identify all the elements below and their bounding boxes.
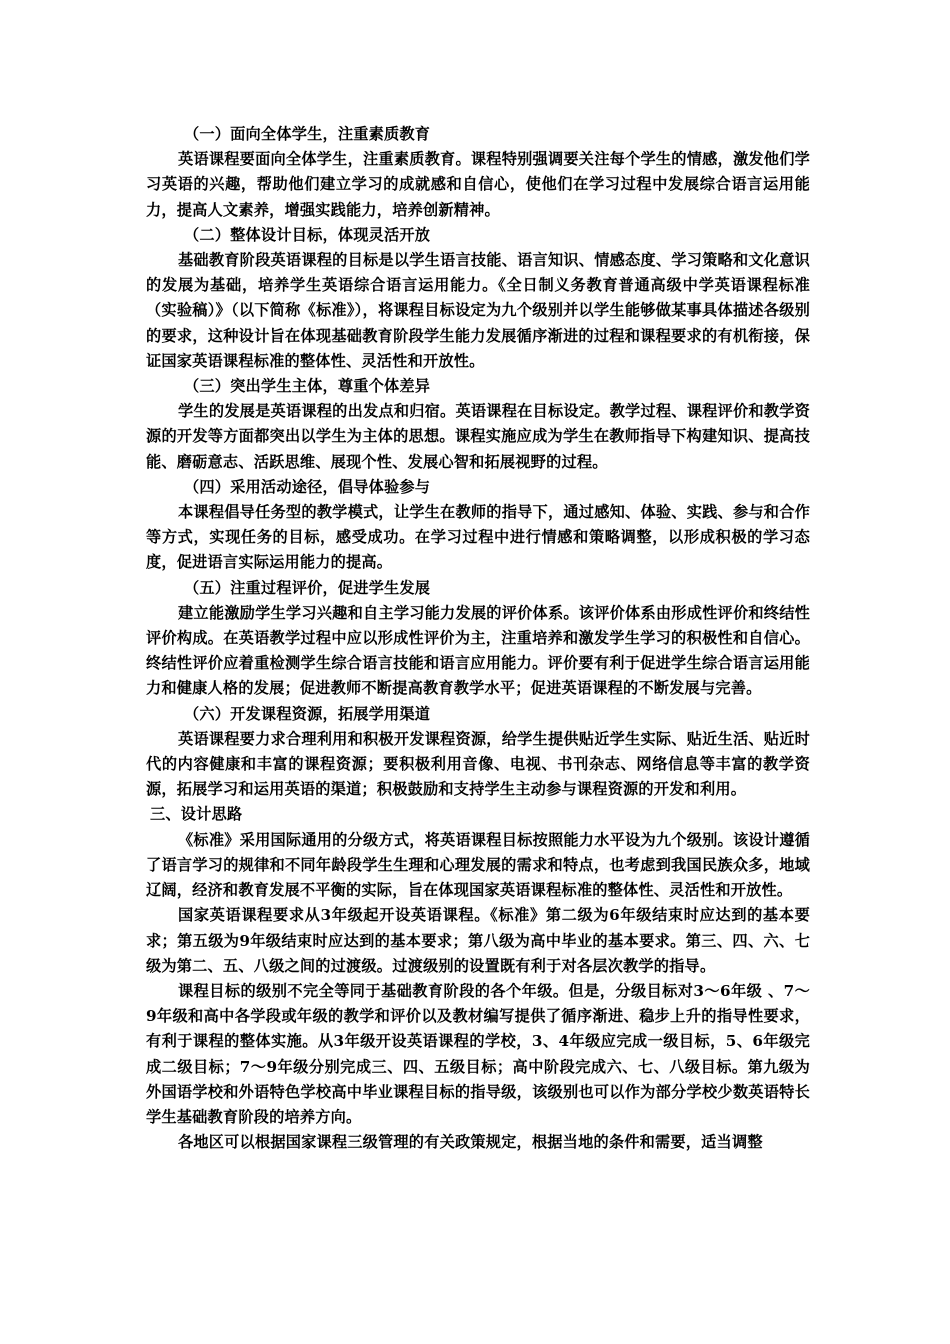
design-paragraph-3: 课程目标的级别不完全等同于基础教育阶段的各个年级。但是，分级目标对3～6年级 、7～9年级和高中各学段或年级的教学和评价以及教材编写提供了循序渐进、稳步上升的指导性要求，有利于课程的整体实施。从3年级开设英语课程的学校，3、4年级应完成一级目标，5、6年级完成二级目标；7～9年级分别完成三、四、五级目标；高中阶段完成六、七、八级目标。第九级为外国语学校和外语特色学校高中毕业课程目标的指导级，该级别也可以作为部分学校少数英语特长学生基础教育阶段的培养方向。 xyxy=(146,981,810,1126)
section-4-paragraph: 本课程倡导任务型的教学模式，让学生在教师的指导下，通过感知、体验、实践、参与和合作等方式，实现任务的目标，感受成功。在学习过程中进行情感和策略调整，以形成积极的学习态度，促进语言实际运用能力的提高。 xyxy=(146,503,810,572)
section-3-paragraph: 学生的发展是英语课程的出发点和归宿。英语课程在目标设定。教学过程、课程评价和教学资源的开发等方面都突出以学生为主体的思想。课程实施应成为学生在教师指导下构建知识、提高技能、磨砺意志、活跃思维、展现个性、发展心智和拓展视野的过程。 xyxy=(146,402,810,471)
section-2-paragraph: 基础教育阶段英语课程的目标是以学生语言技能、语言知识、情感态度、学习策略和文化意识的发展为基础，培养学生英语综合语言运用能力。《全日制义务教育普通高级中学英语课程标准（实验稿）》（以下简称《标准》），将课程目标设定为九个级别并以学生能够做某事具体描述各级别的要求，这种设计旨在体现基础教育阶段学生能力发展循序渐进的过程和课程要求的有机衔接，保证国家英语课程标准的整体性、灵活性和开放性。 xyxy=(146,251,810,370)
section-heading-1: （一）面向全体学生，注重素质教育 xyxy=(184,125,431,143)
section-1-paragraph: 英语课程要面向全体学生，注重素质教育。课程特别强调要关注每个学生的情感，激发他们学习英语的兴趣，帮助他们建立学习的成就感和自信心，使他们在学习过程中发展综合语言运用能力，提高人文素养，增强实践能力，培养创新精神。 xyxy=(146,150,810,219)
section-heading-6: （六）开发课程资源，拓展学用渠道 xyxy=(184,704,431,723)
design-heading: 三、设计思路 xyxy=(150,805,243,824)
design-paragraph-1: 《标准》采用国际通用的分级方式，将英语课程目标按照能力水平设为九个级别。该设计遵循了语言学习的规律和不同年龄段学生生理和心理发展的需求和特点，也考虑到我国民族众多，地域辽阔，经济和教育发展不平衡的实际，旨在体现国家英语课程标准的整体性、灵活性和开放性。 xyxy=(146,830,810,900)
section-heading-2: （二）整体设计目标，体现灵活开放 xyxy=(184,225,431,244)
section-6-paragraph: 英语课程要力求合理利用和积极开发课程资源，给学生提供贴近学生实际、贴近生活、贴近时代的内容健康和丰富的课程资源；要积极利用音像、电视、书刊杂志、网络信息等丰富的教学资源，拓展学习和运用英语的渠道；积极鼓励和支持学生主动参与课程资源的开发和利用。 xyxy=(146,729,810,799)
document-body xyxy=(146,122,810,1155)
design-paragraph-2: 国家英语课程要求从3年级起开设英语课程。《标准》第二级为6年级结束时应达到的基本要求；第五级为9年级结束时应达到的基本要求；第八级为高中毕业的基本要求。第三、四、六、七级为第二、五、八级之间的过渡级。过渡级别的设置既有利于对各层次教学的指导。 xyxy=(146,906,810,975)
section-heading-3: （三）突出学生主体，尊重个体差异 xyxy=(184,377,431,396)
section-heading-4: （四）采用活动途径，倡导体验参与 xyxy=(184,477,431,496)
section-5-paragraph: 建立能激励学生学习兴趣和自主学习能力发展的评价体系。该评价体系由形成性评价和终结性评价构成。在英语教学过程中应以形成性评价为主，注重培养和激发学生学习的积极性和自信心。终结性评价应着重检测学生综合语言技能和语言应用能力。评价要有利于促进学生综合语言运用能力和健康人格的发展；促进教师不断提高教育教学水平；促进英语课程的不断发展与完善。 xyxy=(146,603,810,698)
design-paragraph-4: 各地区可以根据国家课程三级管理的有关政策规定，根据当地的条件和需要，适当调整 xyxy=(178,1133,763,1152)
section-heading-5: （五）注重过程评价，促进学生发展 xyxy=(184,578,431,597)
